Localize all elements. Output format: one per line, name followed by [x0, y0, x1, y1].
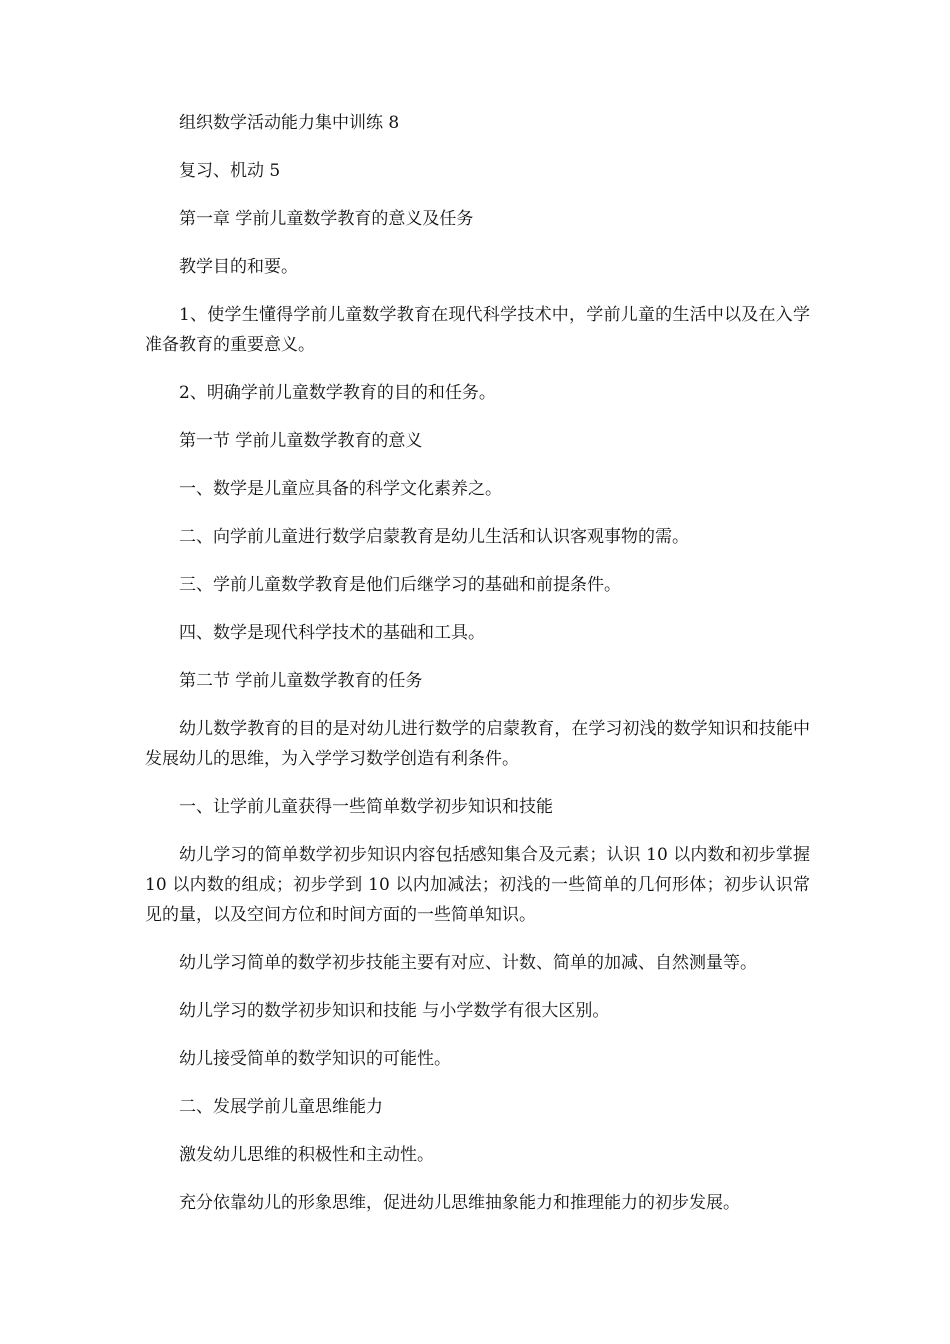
chapter-1-heading: 第一章 学前儿童数学教育的意义及任务 [179, 209, 474, 229]
significance-point-2: 二、向学前儿童进行数学启蒙教育是幼儿生活和认识客观事物的需。 [179, 527, 689, 547]
section-1-heading: 第一节 学前儿童数学教育的意义 [179, 431, 423, 451]
teaching-goals-heading: 教学目的和要。 [179, 257, 298, 277]
task-intro-paragraph: 幼儿数学教育的目的是对幼儿进行数学的启蒙教育，在学习初浅的数学知识和技能中发展幼儿的思维，为入学学习数学创造有利条件。 [145, 719, 810, 769]
task-1-possibility-paragraph: 幼儿接受简单的数学知识的可能性。 [179, 1049, 451, 1069]
task-1-skills-paragraph: 幼儿学习简单的数学初步技能主要有对应、计数、简单的加减、自然测量等。 [179, 953, 757, 973]
significance-point-3: 三、学前儿童数学教育是他们后继学习的基础和前提条件。 [179, 575, 621, 595]
task-2-point-2: 充分依靠幼儿的形象思维，促进幼儿思维抽象能力和推理能力的初步发展。 [179, 1193, 740, 1213]
task-1-knowledge-paragraph: 幼儿学习的简单数学初步知识内容包括感知集合及元素；认识 10 以内数和初步掌握 10 以内数的组成；初步学到 10 以内加减法；初浅的一些简单的几何形体；初步认识常见的量，以及空间方位和时间方面的一些简单知识。 [145, 845, 810, 925]
section-2-heading: 第二节 学前儿童数学教育的任务 [179, 671, 423, 691]
paragraph-training-hours: 组织数学活动能力集中训练 8 [179, 113, 400, 133]
significance-point-1: 一、数学是儿童应具备的科学文化素养之。 [179, 479, 502, 499]
goal-item-1: 1、使学生懂得学前儿童数学教育在现代科学技术中，学前儿童的生活中以及在入学准备教育的重要意义。 [145, 305, 810, 355]
task-1-heading: 一、让学前儿童获得一些简单数学初步知识和技能 [179, 797, 553, 817]
task-2-heading: 二、发展学前儿童思维能力 [179, 1097, 383, 1117]
document-page [145, 108, 810, 1236]
significance-point-4: 四、数学是现代科学技术的基础和工具。 [179, 623, 485, 643]
goal-item-2: 2、明确学前儿童数学教育的目的和任务。 [179, 383, 496, 403]
paragraph-review-hours: 复习、机动 5 [179, 161, 281, 181]
task-2-point-1: 激发幼儿思维的积极性和主动性。 [179, 1145, 434, 1165]
task-1-difference-paragraph: 幼儿学习的数学初步知识和技能 与小学数学有很大区别。 [179, 1001, 610, 1021]
